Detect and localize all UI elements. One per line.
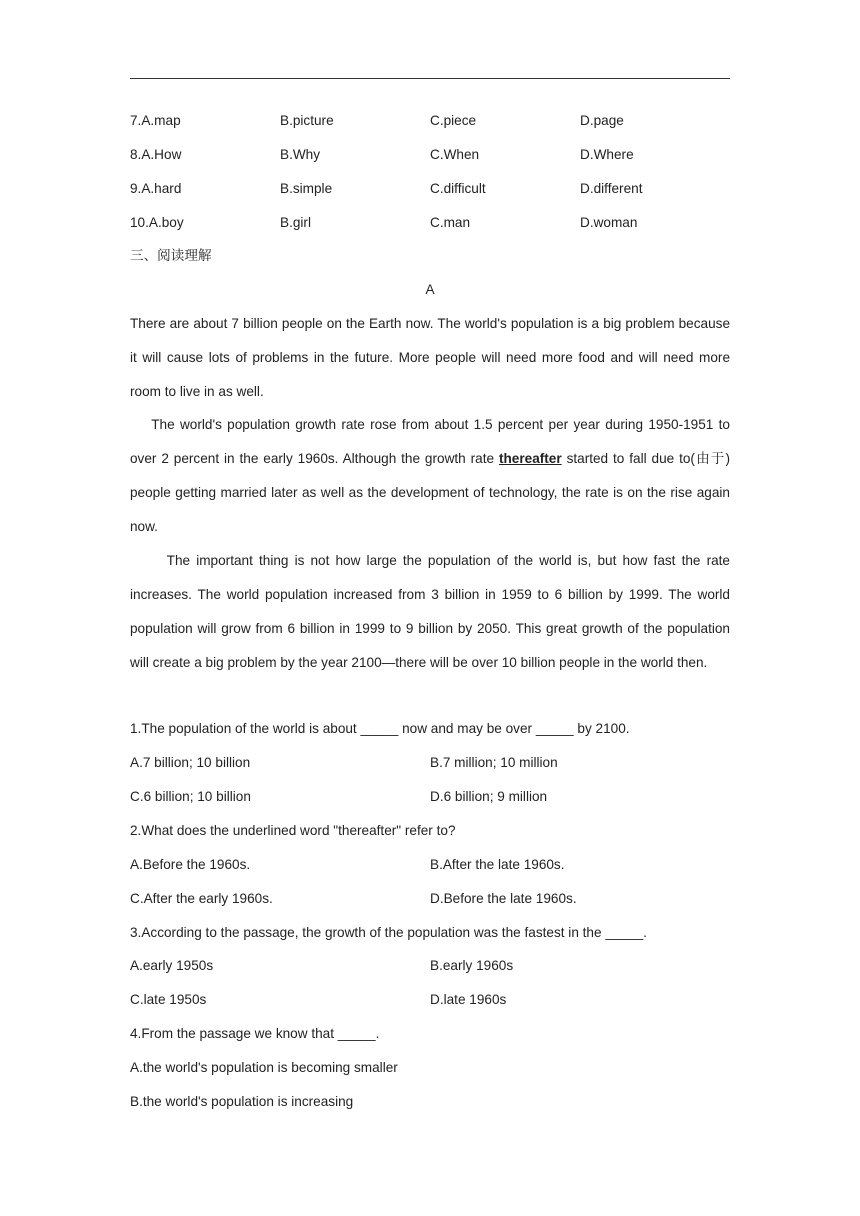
option-d: D.different — [580, 181, 643, 196]
header-rule — [130, 78, 730, 79]
option-a: 7.A.map — [130, 113, 181, 128]
option-a: 9.A.hard — [130, 181, 182, 196]
question-stem-2: 2.What does the underlined word "thereafter" refer to? — [130, 823, 456, 838]
question-stem-3: 3.According to the passage, the growth of the population was the fastest in the _____. — [130, 925, 647, 940]
question-4-option-b: B.the world's population is increasing — [130, 1094, 354, 1109]
option-d: D.page — [580, 113, 624, 128]
option-b: B.girl — [280, 215, 311, 230]
option-a: A.early 1950s — [130, 958, 214, 973]
option-row-10 — [130, 213, 730, 233]
question-3-options-row-2 — [130, 990, 730, 1010]
passage-label: A — [425, 282, 435, 297]
question-stem-4: 4.From the passage we know that _____. — [130, 1026, 380, 1041]
section-heading: 三、阅读理解 — [130, 248, 212, 264]
question-2-options-row-1 — [130, 855, 730, 875]
option-d: D.6 billion; 9 million — [430, 789, 548, 804]
option-b: B.early 1960s — [430, 958, 514, 973]
question-stem-1: 1.The population of the world is about _____ now and may be over _____ by 2100. — [130, 721, 630, 736]
option-b: B.simple — [280, 181, 333, 196]
option-c: C.piece — [430, 113, 477, 128]
option-row-9 — [130, 179, 730, 199]
option-d: D.woman — [580, 215, 638, 230]
option-d: D.Where — [580, 147, 634, 162]
option-a: A.Before the 1960s. — [130, 857, 251, 872]
question-1-options-row-1 — [130, 753, 730, 773]
option-a: 8.A.How — [130, 147, 182, 162]
option-b: B.After the late 1960s. — [430, 857, 565, 872]
question-3-options-row-1 — [130, 956, 730, 976]
underlined-word: thereafter — [498, 451, 562, 466]
option-row-8 — [130, 145, 730, 165]
option-b: B.7 million; 10 million — [430, 755, 558, 770]
chinese-gloss: 由于 — [694, 451, 726, 467]
option-a: A.7 billion; 10 billion — [130, 755, 251, 770]
option-c: C.After the early 1960s. — [130, 891, 273, 906]
paragraph-3: The important thing is not how large the population of the world is, but how fast the rate increases. The world population increased from 3 billion in 1959 to 6 billion by 1999. The world population will grow from 6 billion in 1999 to 9 billion by 2050. This great growth of the population will create a big problem by the year 2100—there will be over 10 billion people in the world then. — [130, 553, 734, 670]
option-c: C.man — [430, 215, 471, 230]
option-d: D.Before the late 1960s. — [430, 891, 577, 906]
paragraph-1: There are about 7 billion people on the Earth now. The world's population is a big problem because it will cause lots of problems in the future. More people will need more food and will need more room to live in as well. — [130, 316, 730, 399]
option-c: C.late 1950s — [130, 992, 207, 1007]
option-c: C.6 billion; 10 billion — [130, 789, 251, 804]
option-c: C.difficult — [430, 181, 486, 196]
option-b: B.Why — [280, 147, 321, 162]
option-a: 10.A.boy — [130, 215, 184, 230]
question-4-option-a: A.the world's population is becoming smaller — [130, 1060, 398, 1075]
option-b: B.picture — [280, 113, 334, 128]
option-row-7 — [130, 111, 730, 131]
option-d: D.late 1960s — [430, 992, 507, 1007]
question-2-options-row-2 — [130, 889, 730, 909]
option-c: C.When — [430, 147, 480, 162]
paragraph-2: The world's population growth rate rose from about 1.5 percent per year during 1950-1951 to over 2 percent in the early 1960s. Although the growth rate thereafter started to fall due to(由于) people getting married later as well as the development of technology, the rate is on the rise again now. — [130, 417, 734, 534]
question-1-options-row-2 — [130, 787, 730, 807]
